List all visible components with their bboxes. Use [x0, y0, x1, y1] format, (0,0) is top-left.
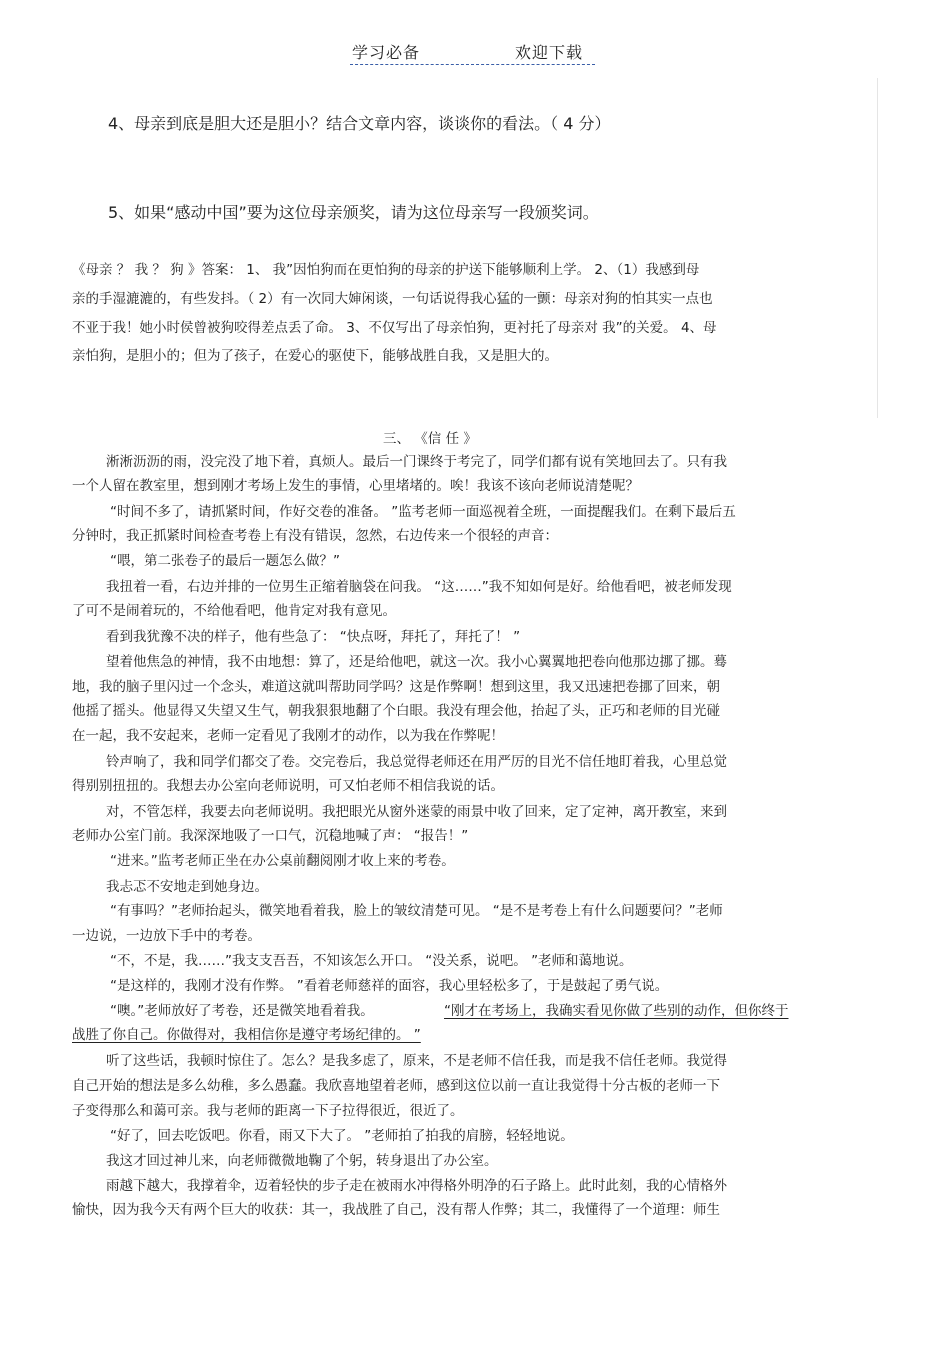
question-4: 4、母亲到底是胆大还是胆小？结合文章内容，谈谈你的看法。（ 4 分） [108, 114, 611, 133]
story-line: “有事吗？”老师抬起头，微笑地看着我，脸上的皱纹清楚可见。 “是不是考卷上有什么问题要问？”老师 [110, 903, 723, 919]
story-line: 愉快，因为我今天有两个巨大的收获：其一，我战胜了自己，没有帮人作弊；其二，我懂得了一个道理：师生 [72, 1202, 720, 1218]
story-line: “噢。”老师放好了考卷，还是微笑地看着我。 [110, 1003, 374, 1019]
header-underline [350, 64, 595, 65]
answer-line: 亲怕狗，是胆小的；但为了孩子，在爱心的驱使下，能够战胜自我，又是胆大的。 [72, 348, 558, 364]
story-line: 对，不管怎样，我要去向老师说明。我把眼光从窗外迷蒙的雨景中收了回来，定了定神，离开教室，来到 [106, 804, 727, 820]
story-line: “时间不多了，请抓紧时间，作好交卷的准备。 ”监考老师一面巡视着全班，一面提醒我们。在剩下最后五 [110, 504, 736, 520]
story-line: 分钟时，我正抓紧时间检查考卷上有没有错误，忽然，右边传来一个很轻的声音： [72, 528, 558, 544]
story-line: 我忐忑不安地走到她身边。 [106, 879, 268, 895]
margin-rule [877, 78, 878, 418]
section-title: 三、 《信 任 》 [383, 431, 477, 447]
story-line: “是这样的，我刚才没有作弊。 ”看着老师慈祥的面容，我心里轻松多了，于是鼓起了勇气说。 [110, 978, 669, 994]
story-line: 雨越下越大，我撑着伞，迈着轻快的步子走在被雨水冲得格外明净的石子路上。此时此刻，我的心情格外 [106, 1178, 727, 1194]
story-line: “进来。”监考老师正坐在办公桌前翻阅刚才收上来的考卷。 [110, 853, 455, 869]
story-line: 子变得那么和蔼可亲。我与老师的距离一下子拉得很近，很近了。 [72, 1103, 464, 1119]
story-line: 听了这些话，我顿时惊住了。怎么？是我多虑了，原来，不是老师不信任我，而是我不信任老师。我觉得 [106, 1053, 727, 1069]
story-line: 我这才回过神儿来，向老师微微地鞠了个躬，转身退出了办公室。 [106, 1153, 498, 1169]
story-line: 一个人留在教室里，想到刚才考场上发生的事情，心里堵堵的。唉！我该不该向老师说清楚呢？ [72, 478, 639, 494]
story-line: 他摇了摇头。他显得又失望又生气，朝我狠狠地翻了个白眼。我没有理会他，抬起了头，正巧和老师的目光碰 [72, 703, 720, 719]
story-line: “喂，第二张卷子的最后一题怎么做？” [110, 553, 340, 569]
story-line: 我扭着一看，右边并排的一位男生正缩着脑袋在问我。 “这……”我不知如何是好。给他看吧，被老师发现 [106, 579, 732, 595]
answer-line: 亲的手湿漉漉的，有些发抖。（ 2）有一次同大婶闲谈，一句话说得我心猛的一颤：母亲对狗的怕其实一点也 [72, 291, 713, 307]
story-line: 看到我犹豫不决的样子，他有些急了： “快点呀，拜托了，拜托了！ ” [106, 629, 521, 645]
story-line: 老师办公室门前。我深深地吸了一口气，沉稳地喊了声： “报告！” [72, 828, 469, 844]
question-5: 5、如果“感动中国”要为这位母亲颁奖，请为这位母亲写一段颁奖词。 [108, 203, 599, 222]
story-line: 在一起，我不安起来，老师一定看见了我刚才的动作，以为我在作弊呢！ [72, 728, 504, 744]
story-line: 淅淅沥沥的雨，没完没了地下着，真烦人。最后一门课终于考完了，同学们都有说有笑地回去了。只有我 [106, 454, 727, 470]
header-left-text: 学习必备 [352, 43, 421, 62]
answer-line: 《母亲 ？ 我 ？ 狗 》答案： 1、 我”因怕狗而在更怕狗的母亲的护送下能够顺利上学。 2、（1）我感到母 [72, 262, 700, 278]
story-line: 铃声响了，我和同学们都交了卷。交完卷后，我总觉得老师还在用严厉的目光不信任地盯着我，心里总觉 [106, 754, 727, 770]
answer-line: 不亚于我！她小时侯曾被狗咬得差点丢了命。 3、不仅写出了母亲怕狗，更衬托了母亲对 我”的关爱。 4、母 [72, 320, 717, 336]
story-line: “好了，回去吃饭吧。你看，雨又下大了。 ”老师拍了拍我的肩膀，轻轻地说。 [110, 1128, 574, 1144]
story-line: 望着他焦急的神情，我不由地想：算了，还是给他吧，就这一次。我小心翼翼地把卷向他那边挪了挪。蓦 [106, 654, 727, 670]
story-line: 得别别扭扭的。我想去办公室向老师说明，可又怕老师不相信我说的话。 [72, 778, 504, 794]
underlined-quote: “刚才在考场上，我确实看见你做了些别的动作，但你终于 [444, 1003, 789, 1019]
story-line: 地，我的脑子里闪过一个念头，难道这就叫帮助同学吗？这是作弊啊！想到这里，我又迅速把卷挪了回来，朝 [72, 679, 720, 695]
story-line: 一边说，一边放下手中的考卷。 [72, 928, 261, 944]
underlined-quote: 战胜了你自己。你做得对，我相信你是遵守考场纪律的。 ” [72, 1027, 421, 1043]
story-line: 了可不是闹着玩的，不给他看吧，他肯定对我有意见。 [72, 603, 396, 619]
header-right-text: 欢迎下载 [515, 43, 584, 62]
story-line: “不，不是，我……”我支支吾吾，不知该怎么开口。 “没关系，说吧。 ”老师和蔼地说。 [110, 953, 633, 969]
page-header [352, 40, 583, 63]
story-line: 自己开始的想法是多么幼稚，多么愚蠢。我欣喜地望着老师，感到这位以前一直让我觉得十分古板的老师一下 [72, 1078, 720, 1094]
